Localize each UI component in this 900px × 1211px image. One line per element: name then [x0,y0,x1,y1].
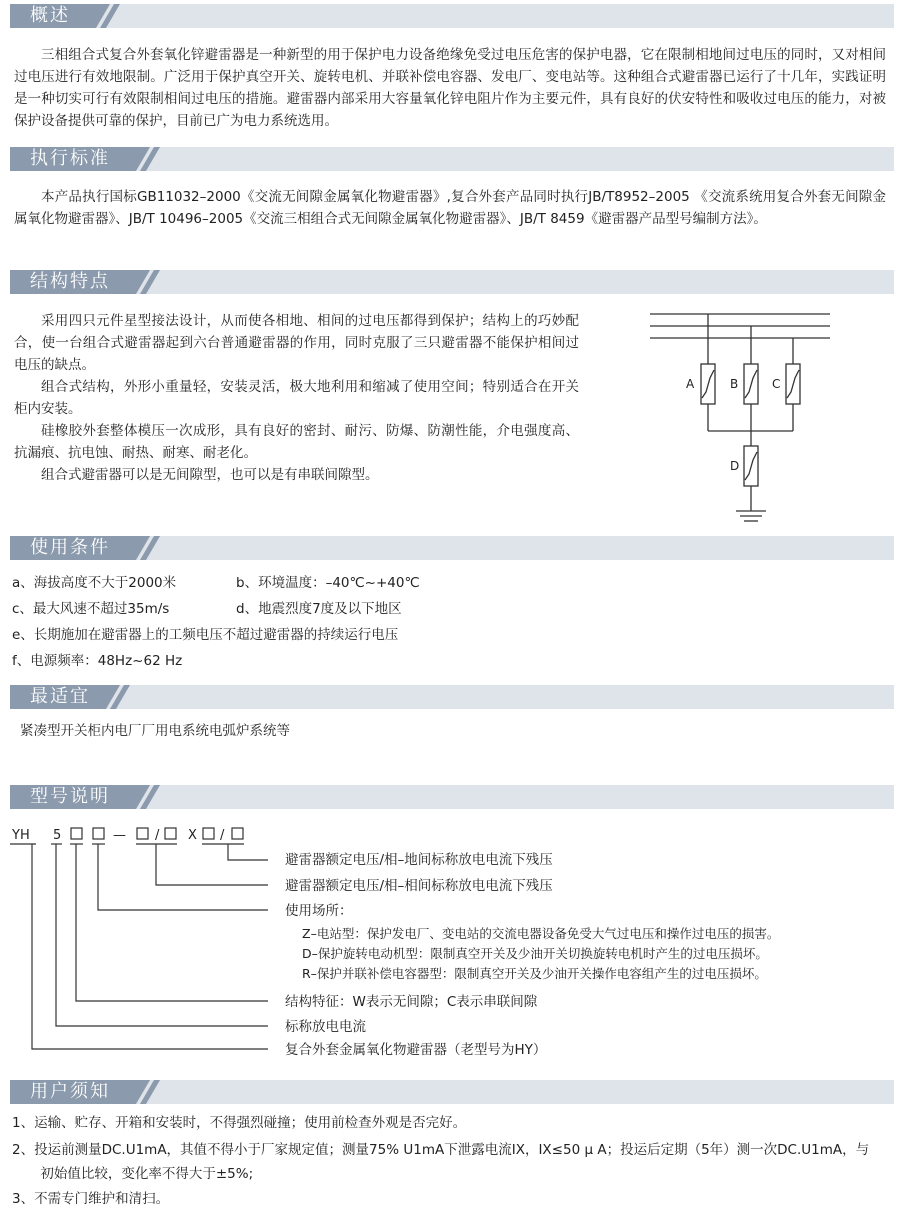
code-slash-1: / [155,828,160,843]
section-header-notice [10,1080,894,1104]
section-title: 使用条件 [30,537,110,558]
condition-e: e、长期施加在避雷器上的工频电压不超过避雷器的持续运行电压 [12,627,399,643]
section-title: 结构特点 [30,271,110,292]
structure-para-3: 硅橡胶外套整体模压一次成形，具有良好的密封、耐污、防爆、防潮性能，介电强度高、抗漏痕、抗电蚀、耐热、耐寒、耐老化。 [14,423,579,461]
section-header-structure [10,270,894,294]
structure-para-4: 组合式避雷器可以是无间隙型，也可以是有串联间隙型。 [41,467,379,483]
model-annotation-5: 标称放电电流 [285,1019,366,1035]
condition-f: f、电源频率：48Hz~62 Hz [12,653,183,669]
header-banner-shape [10,536,894,560]
overview-text: 三相组合式复合外套氧化锌避雷器是一种新型的用于保护电力设备绝缘免受过电压危害的保护电器，它在限制相地间过电压的同时，又对相间过电压进行有效地限制。广泛用于保护真空开关、旋转电机、并联补偿电容器、发电厂、变电站等。这种组合式避雷器已运行了十几年，实践证明是一种切实可行有效限制相间过电压的措施。避雷器内部采用大容量氧化锌电阻片作为主要元件，具有良好的伏安特性和吸收过电压的能力，对被保护设备提供可靠的保护，目前已广为电力系统选用。 [14,47,886,129]
header-banner-shape [10,685,894,709]
notice-2: 2、投运前测量DC.U1mA，其值不得小于厂家规定值；测量75% U1mA下泄露电流IX，IX≤50 μ A；投运后定期（5年）测一次DC.U1mA，与初始值比较，变化率不得大于±5%; [12,1142,870,1182]
model-code-diagram [0,822,300,1052]
condition-a: a、海拔高度不大于2000米 [12,575,177,591]
arrester-wiring-diagram [648,306,848,536]
code-slash-2: / [220,828,225,843]
condition-c: c、最大风速不超过35m/s [12,601,170,617]
section-title: 执行标准 [30,148,110,169]
section-title: 用户须知 [30,1081,110,1102]
model-annotation-1: 避雷器额定电压/相–地间标称放电电流下残压 [285,852,553,868]
header-banner-shape [10,147,894,171]
diagram-label-a: A [686,377,695,391]
section-title: 概述 [30,5,70,26]
header-banner-shape [10,785,894,809]
structure-para-1: 采用四只元件星型接法设计，从而使各相地、相间的过电压都得到保护；结构上的巧妙配合，使一台组合式避雷器起到六台普通避雷器的作用，同时克服了三只避雷器不能保护相间过电压的缺点。 [14,313,579,373]
section-header-conditions [10,536,894,560]
section-title: 型号说明 [30,786,110,807]
diagram-label-c: C [772,377,781,391]
diagram-label-b: B [730,377,739,391]
model-annotation-2: 避雷器额定电压/相–相间标称放电电流下残压 [285,878,553,894]
code-five: 5 [53,828,62,843]
notice-1: 1、运输、贮存、开箱和安装时，不得强烈碰撞；使用前检查外观是否完好。 [12,1115,467,1131]
section-header-model [10,785,894,809]
usage-z: Z–电站型：保护发电厂、变电站的交流电器设备免受大气过电压和操作过电压的损害。 [302,926,780,941]
diagram-label-d: D [730,459,740,473]
code-yh: YH [12,828,30,843]
usage-r: R–保护并联补偿电容器型：限制真空开关及少油开关操作电容组产生的过电压损坏。 [302,966,767,981]
section-header-standards [10,147,894,171]
condition-d: d、地震烈度7度及以下地区 [236,601,402,617]
model-annotation-3: 使用场所： [285,903,353,919]
suitable-text: 紧凑型开关柜内电厂厂用电系统电弧炉系统等 [20,723,290,739]
notice-3: 3、不需专门维护和清扫。 [12,1191,170,1207]
header-banner-shape [10,270,894,294]
model-annotation-4: 结构特征：W表示无间隙；C表示串联间隙 [285,994,538,1010]
code-x: X [188,828,197,843]
structure-para-2: 组合式结构，外形小重量轻，安装灵活，极大地利用和缩减了使用空间；特别适合在开关柜内安装。 [14,379,579,417]
model-annotation-6: 复合外套金属氧化物避雷器（老型号为HY） [285,1042,547,1058]
header-banner-shape [10,1080,894,1104]
usage-d: D–保护旋转电动机型：限制真空开关及少油开关切换旋转电机时产生的过电压损坏。 [302,946,768,961]
section-title: 最适宜 [30,686,90,707]
condition-b: b、环境温度：–40℃~+40℃ [236,575,420,591]
header-banner-shape [10,4,894,28]
section-header-overview [10,4,894,28]
standards-text: 本产品执行国标GB11032–2000《交流无间隙金属氧化物避雷器》,复合外套产品同时执行JB/T8952–2005 《交流系统用复合外套无间隙金属氧化物避雷器》、JB/T 10496–2005《交流三相组合式无间隙金属氧化物避雷器》、JB/T 8459《避雷器产品型号编制方法》。 [14,189,886,227]
code-dash: — [113,828,126,843]
section-header-suitable [10,685,894,709]
